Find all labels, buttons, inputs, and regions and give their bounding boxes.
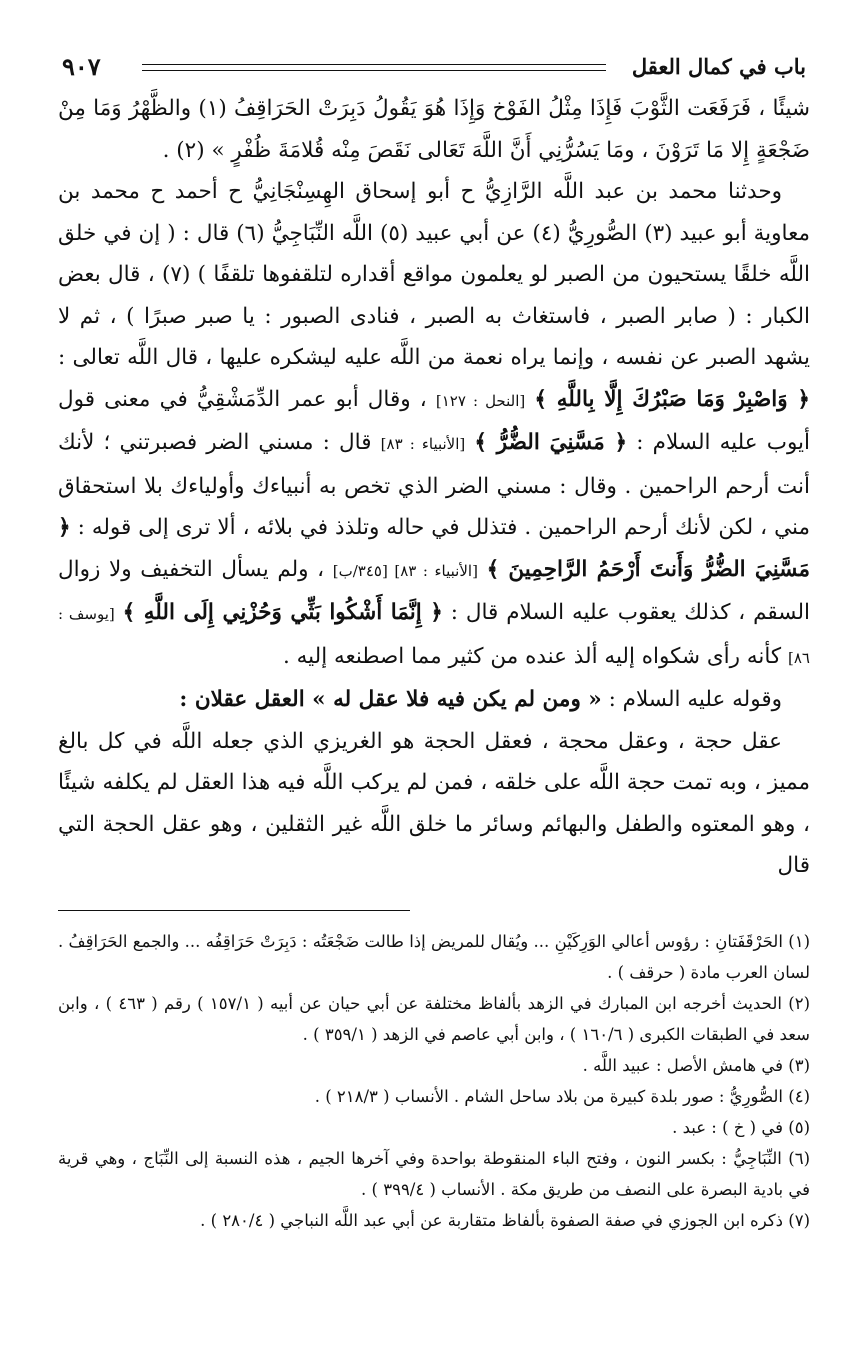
footnote-4: (٤) الصُّورِيُّ : صور بلدة كبيرة من بلاد ساحل الشام . الأنساب ( ٢١٨/٣ ) .: [314, 1087, 810, 1106]
footnote-3: (٣) في هامش الأصل : عبيد اللَّه .: [582, 1056, 810, 1075]
verse-2-reference: [الأنبياء : ٨٣]: [380, 435, 466, 453]
hadith-quote: « ومن لم يكن فيه فلا عقل له » العقل عقلان :: [179, 687, 602, 712]
footnote-separator: [58, 910, 410, 911]
footnote-2: (٢) الحديث أخرجه ابن المبارك في الزهد بألفاظ مختلفة عن أبي حيان عن أبيه ( ١٥٧/١ ) رقم ( ٤٦٣ ) ، وابن سعد في الطبقات الكبرى ( ١٦٠/٦ ) ، وابن أبي عاصم في الزهد ( ٣٥٩/١ ) .: [58, 994, 810, 1044]
verse-3-reference: [الأنبياء : ٨٣] [٣٤٥/ب]: [332, 561, 478, 580]
verse-4-reference: [يوسف : ٨٦]: [58, 605, 810, 667]
paragraph-6-text: كأنه رأى شكواه إليه ألذ عنده من كثير مما اصطنعه إليه .: [282, 643, 782, 669]
paragraph-2: [58, 171, 810, 679]
quran-verse-2: ﴿ مَسَّنِيَ الضُّرُّ ﴾: [474, 430, 628, 455]
quran-verse-4: ﴿ إِنَّمَا أَشْكُوا بَثِّي وَحُزْنِي إِلَى اللَّهِ ﴾: [122, 600, 443, 625]
verse-1-reference: [النحل : ١٢٧]: [435, 391, 526, 410]
paragraph-3-text: ، وقال أبو عمر الدِّمَشْقِيُّ في معنى قول أيوب عليه السلام :: [58, 386, 811, 455]
paragraph-4-text: قال : مسني الضر فصبرتني ؛ لأنك أنت أرحم الراحمين . وقال : مسني الضر الذي تخص به أنبياءك وأولياءك بلا استحقاق مني ، لكن لأنك أرحم الراحمين . فتذلل في حاله وتلذذ في بلائه ، ألا ترى إلى قوله :: [58, 430, 811, 540]
footnote-5: (٥) في ( خ ) : عبد .: [672, 1118, 810, 1137]
page-header: [62, 50, 806, 86]
running-title: باب في كمال العقل: [631, 54, 806, 79]
footnote-6: (٦) النِّبَاجِيُّ : بكسر النون ، وفتح الباء المنقوطة بواحدة وفي آخرها الجيم ، هذه النسبة إلى النِّبَاج ، وهي قرية في بادية البصرة على النصف من طريق مكة . الأنساب ( ٣٩٩/٤ ) .: [58, 1149, 810, 1199]
header-rule: [142, 64, 606, 71]
paragraph-7-lead: وقوله عليه السلام :: [608, 687, 782, 712]
main-text: [58, 88, 810, 887]
paragraph-7: [58, 679, 810, 721]
footnotes: [58, 926, 810, 1236]
paragraph-1: شيئًا ، فَرَفَعَت الثَّوْبَ فَإِذَا مِثْلُ الفَوْخ وَإِذَا هُوَ يَقُولُ دَبِرَتْ الحَرَاقِفُ (١) والظَّهْرُ وَمَا مِنْ ضَجْعَةٍ إِلا مَا تَرَوْنَ ، ومَا يَسُرُّنِي أَنَّ اللَّهَ تَعَالى نَقَصَ مِنْه قُلامَةَ ظُفْرٍ » (٢) .: [58, 96, 810, 163]
page-number: ٩٠٧: [62, 52, 101, 81]
quran-verse-3: ﴿ مَسَّنِيَ الضُّرُّ وَأَنتَ أَرْحَمُ الرَّاحِمِينَ ﴾: [58, 515, 810, 582]
paragraph-5-text: ، ولم يسأل التخفيف ولا زوال السقم ، كذلك يعقوب عليه السلام قال :: [58, 556, 811, 625]
paragraph-2-text: وحدثنا محمد بن عبد اللَّه الرَّازِيُّ ح أبو إسحاق الهِسِنْجَانِيُّ ح أحمد ح محمد بن معاوية أبو عبيد (٣) الصُّورِيُّ (٤) عن أبي عبيد (٥) اللَّه النِّبَاجِيُّ (٦) قال : ( إن في خلق اللَّه خلقًا يستحيون من الصبر لو يعلمون مواقع أقداره لتلقفوها تلقفًا ) (٧) ، قال بعض الكبار : ( صابر الصبر ، فاستغاث به الصبر ، فنادى الصبور : يا صبر صبرًا ) ، ثم لا يشهد الصبر عن نفسه ، وإنما يراه نعمة من اللَّه عليه ليشكره عليها ، قال اللَّه تعالى :: [58, 179, 810, 370]
paragraph-8: عقل حجة ، وعقل محجة ، فعقل الحجة هو الغريزي الذي جعله اللَّه في كل بالغ مميز ، وبه تمت حجة اللَّه على خلقه ، فمن لم يركب اللَّه فيه هذا العقل لم يكلفه شيئًا ، وهو المعتوه والطفل والبهائم وسائر ما خلق اللَّه غير الثقلين ، وهو عقل الحجة التي قال: [58, 728, 810, 878]
footnote-7: (٧) ذكره ابن الجوزي في صفة الصفوة بألفاظ متقاربة عن أبي عبد اللَّه النباجي ( ٢٨٠/٤ ) .: [200, 1211, 810, 1230]
footnote-1: (١) الحَرْقَفَتانِ : رؤوس أعالي الوَرِكَيْنِ ... ويُقال للمريض إذا طالت ضَجْعَتُه : دَبِرَتْ حَرَاقِفُه ... والجمع الحَرَاقِفُ . لسان العرب مادة ( حرقف ) .: [58, 932, 810, 982]
quran-verse-1: ﴿ وَاصْبِرْ وَمَا صَبْرُكَ إِلَّا بِاللَّهِ ﴾: [534, 386, 810, 412]
